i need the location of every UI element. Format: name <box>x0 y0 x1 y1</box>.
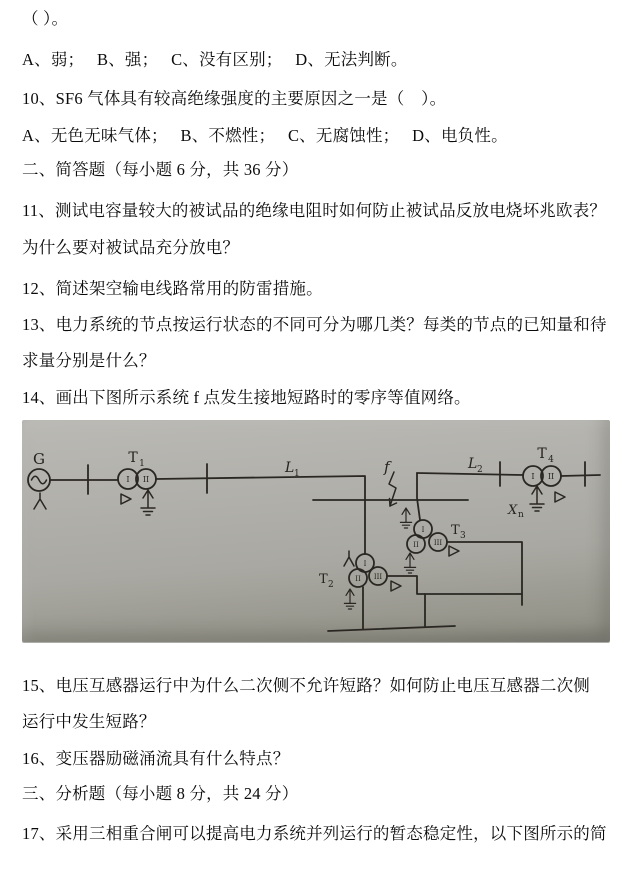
transformer-t3 <box>400 508 466 573</box>
t4-label-sub: 4 <box>548 455 554 465</box>
t2-winding3-label: III <box>373 573 383 581</box>
text-line: 求量分别是什么？ <box>22 351 156 370</box>
fault-label: f <box>384 458 390 476</box>
t2-label-sub: 2 <box>328 580 334 590</box>
t2-winding2-label: II <box>355 575 361 583</box>
text-line: 15、电压互感器运行中为什么二次侧不允许短路？如何防止电压互感器二次侧 <box>22 676 590 695</box>
busbar-ticks <box>88 462 585 494</box>
neutral-reactor-ground-icon <box>530 486 544 511</box>
transformer-t1 <box>118 450 156 515</box>
t3-label: T <box>451 523 460 538</box>
t3-winding3-label: III <box>433 539 443 547</box>
line-l2-label-sub: 2 <box>477 465 483 475</box>
t4-label: T <box>537 446 547 462</box>
section-heading: 二、简答题（每小题 6 分，共 36 分） <box>22 160 299 179</box>
text-line: A、弱； B、强； C、没有区别； D、无法判断。 <box>22 50 408 69</box>
t2-winding1-label: I <box>363 560 367 568</box>
transformer-t4 <box>507 446 565 520</box>
delta-icon <box>391 581 401 591</box>
grounded-neutral-icon <box>141 490 155 515</box>
xn-label-sub: n <box>518 510 524 520</box>
grounded-neutral-icon <box>404 553 415 573</box>
t4-winding1-label: I <box>531 472 535 481</box>
grounded-neutral-icon <box>344 589 355 609</box>
delta-icon <box>121 494 131 504</box>
text-line: A、无色无味气体； B、不燃性； C、无腐蚀性； D、电负性。 <box>22 126 508 145</box>
t4-winding2-label: II <box>547 472 555 481</box>
wye-icon <box>34 493 46 509</box>
text-line: 运行中发生短路？ <box>22 712 156 731</box>
text-line: 14、画出下图所示系统 f 点发生接地短路时的零序等值网络。 <box>22 388 471 407</box>
transmission-lines <box>50 473 600 631</box>
line-l1-label-sub: 1 <box>294 469 300 479</box>
bottom-busbar <box>328 626 455 631</box>
xn-label: X <box>508 503 518 518</box>
t2-label: T <box>319 572 328 587</box>
line-l1-label: L <box>285 460 295 476</box>
circuit-diagram <box>22 420 610 642</box>
generator-label: G <box>33 450 45 468</box>
text-line: 10、SF6 气体具有较高绝缘强度的主要原因之一是（ ）。 <box>22 89 447 108</box>
line-l2-label: L <box>468 456 478 472</box>
text-line: 17、采用三相重合闸可以提高电力系统并列运行的暂态稳定性，以下图所示的简 <box>22 824 607 843</box>
t3-label-sub: 3 <box>460 531 466 541</box>
text-line: 12、简述架空输电线路常用的防雷措施。 <box>22 279 323 298</box>
transformer-t2 <box>319 551 401 609</box>
text-line: 11、测试电容量较大的被试品的绝缘电阻时如何防止被试品反放电烧坏兆欧表？ <box>22 201 607 220</box>
delta-icon <box>555 492 565 502</box>
t1-label-sub: 1 <box>139 459 145 469</box>
text-line: 13、电力系统的节点按运行状态的不同可分为哪几类？每类的节点的已知量和待 <box>22 315 607 334</box>
text-line: （ ）。 <box>22 9 69 28</box>
section-heading: 三、分析题（每小题 8 分，共 24 分） <box>22 784 299 803</box>
t1-label: T <box>128 450 138 466</box>
text-line: 16、变压器励磁涌流具有什么特点？ <box>22 749 290 768</box>
t3-winding2-label: II <box>413 541 419 549</box>
t1-winding2-label: II <box>142 475 150 484</box>
fault-point <box>383 458 397 506</box>
generator-symbol <box>28 450 50 509</box>
circuit-diagram-photo <box>22 420 610 642</box>
text-line: 为什么要对被试品充分放电？ <box>22 238 240 257</box>
grounded-neutral-icon <box>400 508 411 528</box>
t3-winding1-label: I <box>421 526 425 534</box>
delta-icon <box>449 546 459 556</box>
wye-icon <box>344 551 354 566</box>
t1-winding1-label: I <box>126 475 130 484</box>
